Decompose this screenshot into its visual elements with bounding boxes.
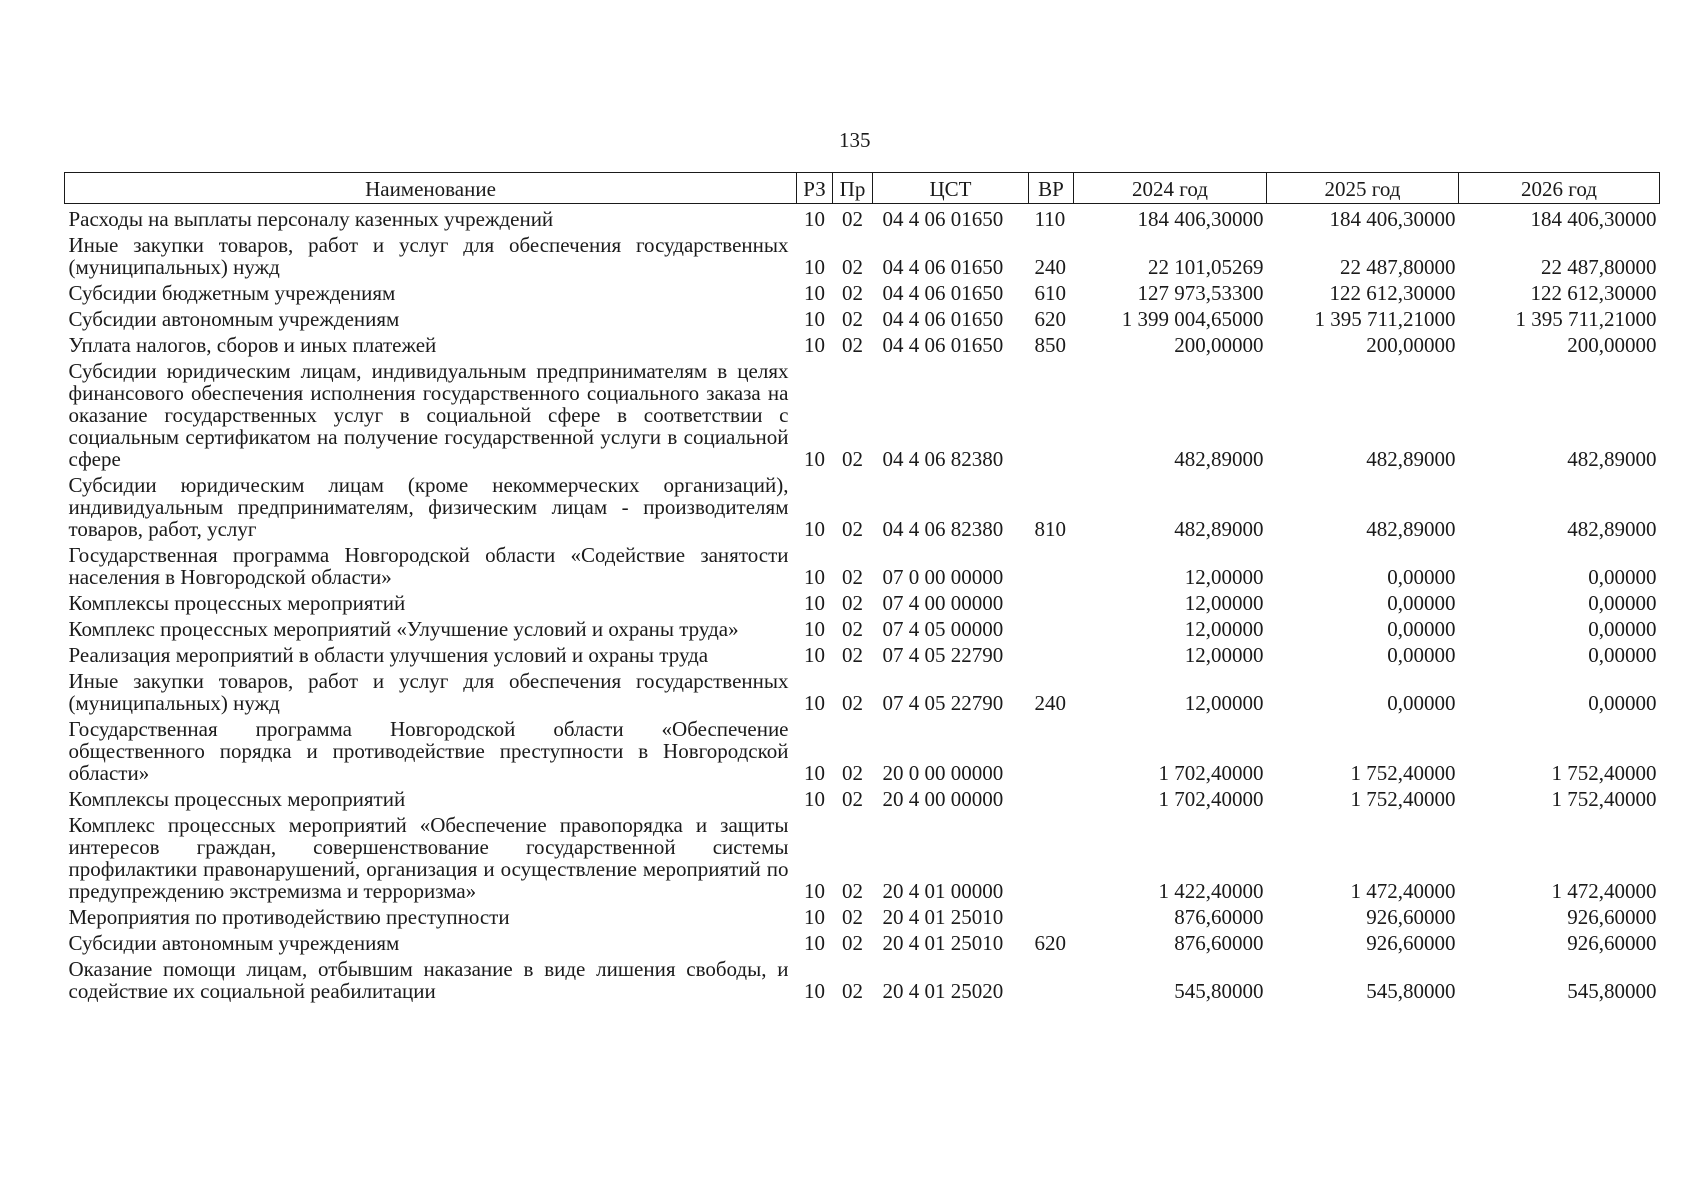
cell-2026: 1 752,40000: [1551, 787, 1657, 811]
cell-2025: 22 487,80000: [1340, 255, 1456, 279]
cell-vr: [1029, 356, 1074, 470]
cell-cst: 07 4 05 22790: [882, 643, 1004, 667]
cell-pr: 02: [842, 307, 863, 331]
header-name: Наименование: [65, 173, 797, 204]
cell-2026: 1 472,40000: [1551, 879, 1657, 903]
cell-2025: 122 612,30000: [1329, 281, 1456, 305]
cell-rz: 10: [804, 761, 825, 785]
table-row: [65, 330, 1660, 356]
cell-name: Субсидии автономным учреждениям: [68, 931, 400, 955]
cell-name: Иные закупки товаров, работ и услуг для обеспечения государственных (муниципальных) нужд: [68, 233, 789, 279]
cell-vr: 850: [1034, 333, 1066, 357]
cell-rz: 10: [804, 565, 825, 589]
cell-cst: 04 4 06 01650: [882, 207, 1004, 231]
cell-2024: 22 101,05269: [1148, 255, 1264, 279]
cell-2024: 12,00000: [1184, 565, 1264, 589]
table-row: [65, 666, 1660, 714]
table-row: [65, 540, 1660, 588]
table-body: [65, 204, 1660, 1003]
cell-2026: 200,00000: [1567, 333, 1657, 357]
cell-vr: 610: [1034, 281, 1066, 305]
cell-2024: 1 399 004,65000: [1121, 307, 1264, 331]
cell-2025: 200,00000: [1366, 333, 1456, 357]
header-2024: 2024 год: [1074, 173, 1267, 204]
cell-2024: 876,60000: [1174, 905, 1264, 929]
table-row: [65, 470, 1660, 540]
cell-name: Мероприятия по противодействию преступности: [68, 905, 510, 929]
cell-2026: 0,00000: [1588, 617, 1657, 641]
cell-2026: 184 406,30000: [1530, 207, 1657, 231]
cell-2026: 926,60000: [1567, 931, 1657, 955]
cell-cst: 07 4 05 00000: [882, 617, 1004, 641]
cell-vr: [1029, 810, 1074, 902]
cell-vr: 240: [1034, 691, 1066, 715]
cell-pr: 02: [842, 617, 863, 641]
cell-2026: 482,89000: [1567, 517, 1657, 541]
header-cst: ЦСТ: [873, 173, 1029, 204]
cell-cst: 20 0 00 00000: [882, 761, 1004, 785]
table-row: [65, 614, 1660, 640]
cell-rz: 10: [804, 307, 825, 331]
cell-vr: [1029, 784, 1074, 810]
cell-vr: [1029, 614, 1074, 640]
cell-vr: 620: [1034, 307, 1066, 331]
cell-cst: 04 4 06 01650: [882, 281, 1004, 305]
table-row: [65, 902, 1660, 928]
cell-2025: 0,00000: [1387, 591, 1456, 615]
table-row: [65, 954, 1660, 1002]
cell-name: Уплата налогов, сборов и иных платежей: [68, 333, 437, 357]
cell-vr: [1029, 714, 1074, 784]
cell-cst: 04 4 06 01650: [882, 333, 1004, 357]
cell-pr: 02: [842, 979, 863, 1003]
cell-cst: 04 4 06 01650: [882, 307, 1004, 331]
cell-2026: 22 487,80000: [1541, 255, 1657, 279]
cell-2024: 12,00000: [1184, 691, 1264, 715]
table-row: [65, 356, 1660, 470]
cell-name: Расходы на выплаты персоналу казенных учреждений: [68, 207, 554, 231]
header-vr: ВР: [1029, 173, 1074, 204]
cell-pr: 02: [842, 787, 863, 811]
cell-pr: 02: [842, 591, 863, 615]
cell-2026: 1 752,40000: [1551, 761, 1657, 785]
page-number: 135: [839, 128, 871, 152]
cell-rz: 10: [804, 691, 825, 715]
budget-table: [64, 172, 1660, 1002]
cell-pr: 02: [842, 691, 863, 715]
cell-2025: 1 752,40000: [1350, 761, 1456, 785]
cell-2025: 926,60000: [1366, 905, 1456, 929]
cell-pr: 02: [842, 879, 863, 903]
cell-2026: 0,00000: [1588, 691, 1657, 715]
cell-pr: 02: [842, 565, 863, 589]
cell-pr: 02: [842, 905, 863, 929]
cell-name: Субсидии юридическим лицам (кроме некоммерческих организаций), индивидуальным предпринимателям, физическим лицам - производителям товаров, работ, услуг: [68, 473, 789, 541]
cell-2026: 545,80000: [1567, 979, 1657, 1003]
cell-name: Оказание помощи лицам, отбывшим наказание в виде лишения свободы, и содействие их социальной реабилитации: [68, 957, 789, 1003]
cell-pr: 02: [842, 517, 863, 541]
cell-rz: 10: [804, 787, 825, 811]
cell-2025: 482,89000: [1366, 517, 1456, 541]
cell-2026: 0,00000: [1588, 643, 1657, 667]
cell-pr: 02: [842, 447, 863, 471]
cell-vr: [1029, 640, 1074, 666]
cell-2024: 1 702,40000: [1158, 787, 1264, 811]
cell-2025: 0,00000: [1387, 691, 1456, 715]
cell-2025: 1 752,40000: [1350, 787, 1456, 811]
cell-cst: 20 4 01 25020: [882, 979, 1004, 1003]
cell-rz: 10: [804, 517, 825, 541]
cell-name: Иные закупки товаров, работ и услуг для обеспечения государственных (муниципальных) нужд: [68, 669, 789, 715]
cell-rz: 10: [804, 905, 825, 929]
table-row: [65, 714, 1660, 784]
cell-vr: 110: [1034, 207, 1066, 231]
cell-name: Комплекс процессных мероприятий «Обеспечение правопорядка и защиты интересов граждан, совершенствование государственной системы профилактики правонарушений, организация и осуществление мероприятий по предупреждению экстремизма и терроризма»: [68, 813, 789, 903]
cell-2026: 482,89000: [1567, 447, 1657, 471]
cell-2026: 926,60000: [1567, 905, 1657, 929]
cell-name: Субсидии бюджетным учреждениям: [68, 281, 396, 305]
cell-rz: 10: [804, 591, 825, 615]
cell-rz: 10: [804, 979, 825, 1003]
cell-2024: 1 702,40000: [1158, 761, 1264, 785]
table-row: [65, 640, 1660, 666]
cell-pr: 02: [842, 643, 863, 667]
cell-2024: 545,80000: [1174, 979, 1264, 1003]
cell-2025: 482,89000: [1366, 447, 1456, 471]
cell-name: Комплексы процессных мероприятий: [68, 591, 406, 615]
cell-cst: 07 4 00 00000: [882, 591, 1004, 615]
header-2026: 2026 год: [1459, 173, 1660, 204]
cell-2026: 122 612,30000: [1530, 281, 1657, 305]
cell-2024: 1 422,40000: [1158, 879, 1264, 903]
cell-2025: 0,00000: [1387, 643, 1456, 667]
cell-vr: [1029, 588, 1074, 614]
cell-2026: 0,00000: [1588, 591, 1657, 615]
cell-2025: 545,80000: [1366, 979, 1456, 1003]
table-row: [65, 784, 1660, 810]
cell-pr: 02: [842, 333, 863, 357]
table-row: [65, 810, 1660, 902]
cell-vr: [1029, 902, 1074, 928]
cell-2025: 1 472,40000: [1350, 879, 1456, 903]
cell-2024: 184 406,30000: [1137, 207, 1264, 231]
cell-cst: 04 4 06 82380: [882, 517, 1004, 541]
table-row: [65, 278, 1660, 304]
cell-name: Субсидии автономным учреждениям: [68, 307, 400, 331]
cell-cst: 07 0 00 00000: [882, 565, 1004, 589]
header-pr: Пр: [833, 173, 873, 204]
cell-name: Субсидии юридическим лицам, индивидуальным предпринимателям в целях финансового обеспечения исполнения государственного социального заказа на оказание государственных услуг в социальной сфере в соответствии с социальным сертификатом на получение государственной услуги в социальной сфере: [68, 359, 789, 471]
cell-name: Государственная программа Новгородской области «Содействие занятости населения в Новгородской области»: [68, 543, 789, 589]
table-row: [65, 204, 1660, 231]
cell-2025: 0,00000: [1387, 565, 1456, 589]
cell-vr: 240: [1034, 255, 1066, 279]
cell-rz: 10: [804, 333, 825, 357]
table-row: [65, 588, 1660, 614]
cell-rz: 10: [804, 643, 825, 667]
header-2025: 2025 год: [1267, 173, 1459, 204]
cell-2024: 127 973,53300: [1137, 281, 1264, 305]
cell-vr: 620: [1034, 931, 1066, 955]
table-row: [65, 928, 1660, 954]
cell-2026: 1 395 711,21000: [1515, 307, 1657, 331]
cell-rz: 10: [804, 255, 825, 279]
cell-cst: 20 4 01 25010: [882, 931, 1004, 955]
cell-2024: 12,00000: [1184, 643, 1264, 667]
cell-vr: 810: [1034, 517, 1066, 541]
cell-pr: 02: [842, 207, 863, 231]
cell-name: Комплекс процессных мероприятий «Улучшение условий и охраны труда»: [68, 617, 739, 641]
cell-rz: 10: [804, 617, 825, 641]
cell-2024: 876,60000: [1174, 931, 1264, 955]
cell-cst: 20 4 01 00000: [882, 879, 1004, 903]
cell-2024: 12,00000: [1184, 591, 1264, 615]
cell-name: Реализация мероприятий в области улучшения условий и охраны труда: [68, 643, 709, 667]
cell-name: Комплексы процессных мероприятий: [68, 787, 406, 811]
cell-rz: 10: [804, 447, 825, 471]
cell-pr: 02: [842, 931, 863, 955]
cell-rz: 10: [804, 879, 825, 903]
cell-rz: 10: [804, 931, 825, 955]
cell-pr: 02: [842, 281, 863, 305]
cell-cst: 04 4 06 82380: [882, 447, 1004, 471]
table-header-row: [65, 173, 1660, 204]
header-rz: РЗ: [797, 173, 833, 204]
cell-cst: 20 4 00 00000: [882, 787, 1004, 811]
cell-2024: 200,00000: [1174, 333, 1264, 357]
cell-pr: 02: [842, 255, 863, 279]
cell-2026: 0,00000: [1588, 565, 1657, 589]
cell-2025: 1 395 711,21000: [1314, 307, 1456, 331]
cell-2024: 482,89000: [1174, 517, 1264, 541]
cell-cst: 04 4 06 01650: [882, 255, 1004, 279]
cell-name: Государственная программа Новгородской области «Обеспечение общественного порядка и противодействие преступности в Новгородской области»: [68, 717, 789, 785]
cell-2024: 482,89000: [1174, 447, 1264, 471]
cell-vr: [1029, 540, 1074, 588]
cell-2025: 926,60000: [1366, 931, 1456, 955]
cell-rz: 10: [804, 281, 825, 305]
cell-2025: 184 406,30000: [1329, 207, 1456, 231]
cell-rz: 10: [804, 207, 825, 231]
table-row: [65, 304, 1660, 330]
cell-cst: 20 4 01 25010: [882, 905, 1004, 929]
cell-pr: 02: [842, 761, 863, 785]
cell-2025: 0,00000: [1387, 617, 1456, 641]
cell-vr: [1029, 954, 1074, 1002]
cell-cst: 07 4 05 22790: [882, 691, 1004, 715]
table-row: [65, 230, 1660, 278]
cell-2024: 12,00000: [1184, 617, 1264, 641]
